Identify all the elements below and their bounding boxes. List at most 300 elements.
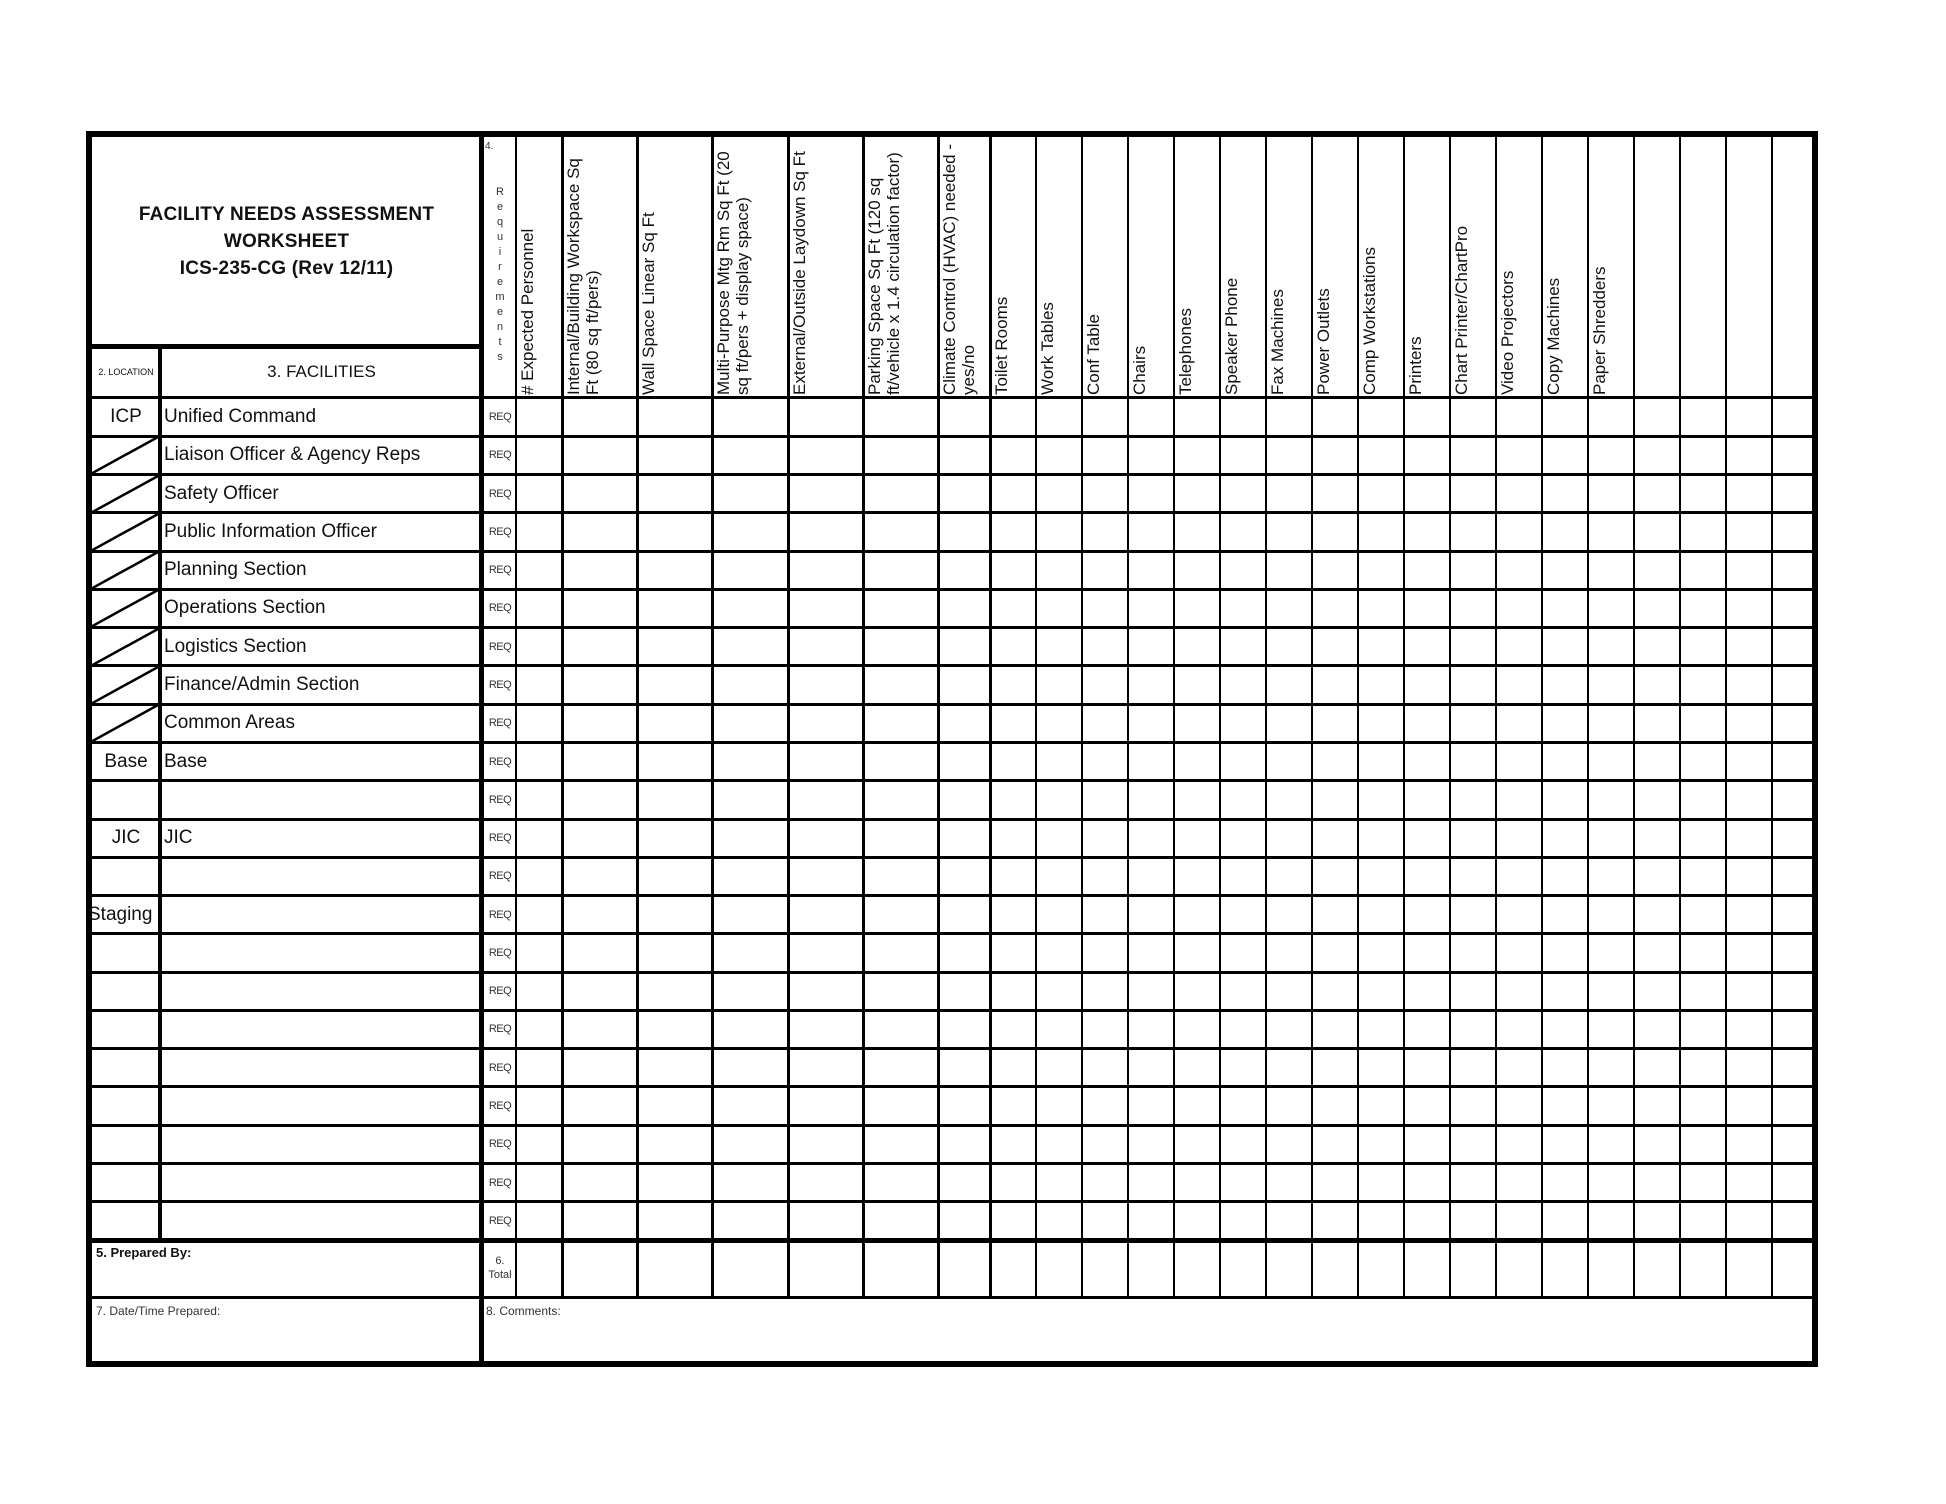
- requirement-input-cell[interactable]: [1405, 783, 1448, 817]
- requirement-input-cell[interactable]: [1773, 1165, 1816, 1199]
- requirement-input-cell[interactable]: [1267, 1204, 1310, 1238]
- requirement-input-cell[interactable]: [638, 668, 710, 702]
- requirement-input-cell[interactable]: [1175, 400, 1218, 434]
- requirement-input-cell[interactable]: [864, 1127, 936, 1161]
- requirement-input-cell[interactable]: [1681, 438, 1724, 472]
- requirement-input-cell[interactable]: [1313, 859, 1356, 893]
- requirement-input-cell[interactable]: [1543, 1204, 1586, 1238]
- requirement-input-cell[interactable]: [1129, 1204, 1172, 1238]
- requirement-input-cell[interactable]: [864, 1012, 936, 1046]
- facility-cell[interactable]: [164, 1010, 480, 1048]
- requirement-input-cell[interactable]: [1313, 898, 1356, 932]
- requirement-input-cell[interactable]: [1221, 1165, 1264, 1199]
- requirement-input-cell[interactable]: [563, 783, 635, 817]
- requirement-input-cell[interactable]: [1451, 706, 1494, 740]
- requirement-input-cell[interactable]: [713, 936, 786, 970]
- requirement-input-cell[interactable]: [1129, 1165, 1172, 1199]
- requirement-input-cell[interactable]: [638, 1204, 710, 1238]
- requirement-input-cell[interactable]: [1727, 438, 1770, 472]
- total-input-cell[interactable]: [1543, 1242, 1586, 1295]
- requirement-input-cell[interactable]: [1313, 477, 1356, 511]
- requirement-input-cell[interactable]: [1037, 1165, 1080, 1199]
- requirement-input-cell[interactable]: [1635, 706, 1678, 740]
- requirement-input-cell[interactable]: [1359, 859, 1402, 893]
- requirement-input-cell[interactable]: [1313, 515, 1356, 549]
- requirement-input-cell[interactable]: [1451, 1127, 1494, 1161]
- requirement-input-cell[interactable]: [1037, 936, 1080, 970]
- requirement-input-cell[interactable]: [991, 898, 1034, 932]
- requirement-input-cell[interactable]: [638, 744, 710, 778]
- requirement-input-cell[interactable]: [1589, 630, 1632, 664]
- requirement-input-cell[interactable]: [1083, 591, 1126, 625]
- requirement-input-cell[interactable]: [1681, 1051, 1724, 1085]
- requirement-input-cell[interactable]: [1451, 744, 1494, 778]
- requirement-input-cell[interactable]: [991, 1051, 1034, 1085]
- requirement-input-cell[interactable]: [1681, 1165, 1724, 1199]
- requirement-input-cell[interactable]: [1681, 553, 1724, 587]
- requirement-input-cell[interactable]: [1773, 477, 1816, 511]
- requirement-input-cell[interactable]: [1543, 515, 1586, 549]
- requirement-input-cell[interactable]: [713, 859, 786, 893]
- requirement-input-cell[interactable]: [638, 706, 710, 740]
- requirement-input-cell[interactable]: [1267, 974, 1310, 1008]
- requirement-input-cell[interactable]: [991, 1089, 1034, 1123]
- requirement-input-cell[interactable]: [1451, 400, 1494, 434]
- location-cell[interactable]: Base: [104, 750, 148, 772]
- requirement-input-cell[interactable]: [991, 1165, 1034, 1199]
- requirement-input-cell[interactable]: [1221, 668, 1264, 702]
- requirement-input-cell[interactable]: [563, 1165, 635, 1199]
- requirement-input-cell[interactable]: [1451, 936, 1494, 970]
- requirement-input-cell[interactable]: [713, 553, 786, 587]
- requirement-input-cell[interactable]: [713, 974, 786, 1008]
- requirement-input-cell[interactable]: [1405, 1012, 1448, 1046]
- requirement-input-cell[interactable]: [939, 859, 988, 893]
- requirement-input-cell[interactable]: [1451, 1089, 1494, 1123]
- requirement-input-cell[interactable]: [1589, 974, 1632, 1008]
- requirement-input-cell[interactable]: [1681, 668, 1724, 702]
- total-input-cell[interactable]: [1405, 1242, 1448, 1295]
- requirement-input-cell[interactable]: [1405, 974, 1448, 1008]
- requirement-input-cell[interactable]: [713, 898, 786, 932]
- requirement-input-cell[interactable]: [1589, 1089, 1632, 1123]
- requirement-input-cell[interactable]: [1037, 821, 1080, 855]
- requirement-input-cell[interactable]: [1543, 1127, 1586, 1161]
- requirement-input-cell[interactable]: [864, 821, 936, 855]
- requirement-input-cell[interactable]: [789, 1127, 861, 1161]
- requirement-input-cell[interactable]: [1727, 477, 1770, 511]
- requirement-input-cell[interactable]: [638, 515, 710, 549]
- requirement-input-cell[interactable]: [1635, 821, 1678, 855]
- requirement-input-cell[interactable]: [517, 400, 560, 434]
- location-cell[interactable]: [92, 1010, 160, 1048]
- requirement-input-cell[interactable]: [1681, 783, 1724, 817]
- requirement-input-cell[interactable]: [1405, 898, 1448, 932]
- requirement-input-cell[interactable]: [1405, 553, 1448, 587]
- requirement-input-cell[interactable]: [789, 898, 861, 932]
- requirement-input-cell[interactable]: [1635, 783, 1678, 817]
- location-cell[interactable]: [92, 1202, 160, 1240]
- requirement-input-cell[interactable]: [1681, 1204, 1724, 1238]
- requirement-input-cell[interactable]: [1589, 1127, 1632, 1161]
- requirement-input-cell[interactable]: [1727, 1204, 1770, 1238]
- requirement-input-cell[interactable]: [1175, 821, 1218, 855]
- total-input-cell[interactable]: [1037, 1242, 1080, 1295]
- requirement-input-cell[interactable]: [1267, 706, 1310, 740]
- requirement-input-cell[interactable]: [1313, 1012, 1356, 1046]
- requirement-input-cell[interactable]: [1727, 1165, 1770, 1199]
- requirement-input-cell[interactable]: [1221, 1127, 1264, 1161]
- requirement-input-cell[interactable]: [864, 783, 936, 817]
- requirement-input-cell[interactable]: [789, 1204, 861, 1238]
- requirement-input-cell[interactable]: [1681, 1127, 1724, 1161]
- requirement-input-cell[interactable]: [1635, 1127, 1678, 1161]
- requirement-input-cell[interactable]: [1589, 668, 1632, 702]
- requirement-input-cell[interactable]: [1497, 783, 1540, 817]
- requirement-input-cell[interactable]: [713, 1051, 786, 1085]
- facility-cell[interactable]: JIC: [164, 827, 193, 849]
- requirement-input-cell[interactable]: [1543, 974, 1586, 1008]
- requirement-input-cell[interactable]: [1221, 477, 1264, 511]
- requirement-input-cell[interactable]: [1589, 898, 1632, 932]
- requirement-input-cell[interactable]: [991, 706, 1034, 740]
- requirement-input-cell[interactable]: [1727, 936, 1770, 970]
- requirement-input-cell[interactable]: [1175, 1089, 1218, 1123]
- requirement-input-cell[interactable]: [864, 859, 936, 893]
- requirement-input-cell[interactable]: [1175, 1012, 1218, 1046]
- requirement-input-cell[interactable]: [1083, 1051, 1126, 1085]
- total-input-cell[interactable]: [1313, 1242, 1356, 1295]
- requirement-input-cell[interactable]: [939, 1051, 988, 1085]
- requirement-input-cell[interactable]: [1497, 668, 1540, 702]
- total-input-cell[interactable]: [1083, 1242, 1126, 1295]
- requirement-input-cell[interactable]: [1083, 706, 1126, 740]
- requirement-input-cell[interactable]: [939, 706, 988, 740]
- requirement-input-cell[interactable]: [517, 783, 560, 817]
- requirement-input-cell[interactable]: [1773, 553, 1816, 587]
- requirement-input-cell[interactable]: [1589, 591, 1632, 625]
- requirement-input-cell[interactable]: [517, 1204, 560, 1238]
- requirement-input-cell[interactable]: [1175, 630, 1218, 664]
- requirement-input-cell[interactable]: [1589, 783, 1632, 817]
- requirement-input-cell[interactable]: [1405, 1165, 1448, 1199]
- requirement-input-cell[interactable]: [1497, 630, 1540, 664]
- requirement-input-cell[interactable]: [1727, 591, 1770, 625]
- requirement-input-cell[interactable]: [1497, 515, 1540, 549]
- requirement-input-cell[interactable]: [638, 859, 710, 893]
- location-cell[interactable]: ICP: [110, 406, 142, 428]
- requirement-input-cell[interactable]: [1451, 1204, 1494, 1238]
- requirement-input-cell[interactable]: [939, 936, 988, 970]
- location-cell[interactable]: [92, 1125, 160, 1163]
- requirement-input-cell[interactable]: [1267, 400, 1310, 434]
- requirement-input-cell[interactable]: [1221, 898, 1264, 932]
- requirement-input-cell[interactable]: [1221, 1051, 1264, 1085]
- requirement-input-cell[interactable]: [1359, 630, 1402, 664]
- total-input-cell[interactable]: [1451, 1242, 1494, 1295]
- requirement-input-cell[interactable]: [517, 1051, 560, 1085]
- requirement-input-cell[interactable]: [939, 783, 988, 817]
- requirement-input-cell[interactable]: [991, 821, 1034, 855]
- requirement-input-cell[interactable]: [1681, 591, 1724, 625]
- facility-cell[interactable]: [164, 1125, 480, 1163]
- requirement-input-cell[interactable]: [1497, 1012, 1540, 1046]
- requirement-input-cell[interactable]: [1129, 591, 1172, 625]
- requirement-input-cell[interactable]: [1359, 821, 1402, 855]
- requirement-input-cell[interactable]: [1175, 553, 1218, 587]
- requirement-input-cell[interactable]: [1589, 438, 1632, 472]
- requirement-input-cell[interactable]: [517, 668, 560, 702]
- requirement-input-cell[interactable]: [1221, 744, 1264, 778]
- requirement-input-cell[interactable]: [1543, 783, 1586, 817]
- requirement-input-cell[interactable]: [1129, 400, 1172, 434]
- requirement-input-cell[interactable]: [1313, 553, 1356, 587]
- total-input-cell[interactable]: [1129, 1242, 1172, 1295]
- requirement-input-cell[interactable]: [1589, 477, 1632, 511]
- requirement-input-cell[interactable]: [789, 553, 861, 587]
- requirement-input-cell[interactable]: [991, 974, 1034, 1008]
- requirement-input-cell[interactable]: [1083, 974, 1126, 1008]
- requirement-input-cell[interactable]: [1727, 630, 1770, 664]
- requirement-input-cell[interactable]: [1175, 438, 1218, 472]
- requirement-input-cell[interactable]: [789, 783, 861, 817]
- requirement-input-cell[interactable]: [1267, 591, 1310, 625]
- total-input-cell[interactable]: [1175, 1242, 1218, 1295]
- requirement-input-cell[interactable]: [864, 1165, 936, 1199]
- requirement-input-cell[interactable]: [1129, 1089, 1172, 1123]
- requirement-input-cell[interactable]: [1221, 859, 1264, 893]
- location-cell[interactable]: Staging: [88, 903, 153, 925]
- requirement-input-cell[interactable]: [1681, 821, 1724, 855]
- requirement-input-cell[interactable]: [563, 1012, 635, 1046]
- requirement-input-cell[interactable]: [638, 553, 710, 587]
- requirement-input-cell[interactable]: [1175, 898, 1218, 932]
- requirement-input-cell[interactable]: [1681, 744, 1724, 778]
- facility-cell[interactable]: [164, 1087, 480, 1125]
- requirement-input-cell[interactable]: [1359, 553, 1402, 587]
- requirement-input-cell[interactable]: [1129, 630, 1172, 664]
- total-input-cell[interactable]: [1727, 1242, 1770, 1295]
- total-input-cell[interactable]: [864, 1242, 936, 1295]
- requirement-input-cell[interactable]: [1589, 821, 1632, 855]
- requirement-input-cell[interactable]: [1267, 553, 1310, 587]
- requirement-input-cell[interactable]: [713, 1204, 786, 1238]
- requirement-input-cell[interactable]: [991, 438, 1034, 472]
- requirement-input-cell[interactable]: [1037, 1051, 1080, 1085]
- requirement-input-cell[interactable]: [517, 706, 560, 740]
- requirement-input-cell[interactable]: [1037, 706, 1080, 740]
- requirement-input-cell[interactable]: [1175, 1127, 1218, 1161]
- requirement-input-cell[interactable]: [1681, 706, 1724, 740]
- requirement-input-cell[interactable]: [864, 1204, 936, 1238]
- requirement-input-cell[interactable]: [939, 515, 988, 549]
- requirement-input-cell[interactable]: [1543, 936, 1586, 970]
- requirement-input-cell[interactable]: [1405, 668, 1448, 702]
- requirement-input-cell[interactable]: [517, 898, 560, 932]
- requirement-input-cell[interactable]: [789, 706, 861, 740]
- requirement-input-cell[interactable]: [1727, 1089, 1770, 1123]
- requirement-input-cell[interactable]: [1405, 477, 1448, 511]
- requirement-input-cell[interactable]: [517, 1165, 560, 1199]
- facility-cell[interactable]: [164, 1049, 480, 1087]
- location-cell[interactable]: [92, 972, 160, 1010]
- requirement-input-cell[interactable]: [1635, 974, 1678, 1008]
- requirement-input-cell[interactable]: [1359, 1051, 1402, 1085]
- requirement-input-cell[interactable]: [1083, 515, 1126, 549]
- requirement-input-cell[interactable]: [864, 515, 936, 549]
- requirement-input-cell[interactable]: [1405, 706, 1448, 740]
- requirement-input-cell[interactable]: [1083, 859, 1126, 893]
- requirement-input-cell[interactable]: [1037, 1204, 1080, 1238]
- requirement-input-cell[interactable]: [1773, 400, 1816, 434]
- requirement-input-cell[interactable]: [713, 706, 786, 740]
- requirement-input-cell[interactable]: [563, 668, 635, 702]
- requirement-input-cell[interactable]: [1129, 1127, 1172, 1161]
- requirement-input-cell[interactable]: [789, 1051, 861, 1085]
- requirement-input-cell[interactable]: [638, 1127, 710, 1161]
- requirement-input-cell[interactable]: [1175, 515, 1218, 549]
- requirement-input-cell[interactable]: [1083, 898, 1126, 932]
- requirement-input-cell[interactable]: [1727, 400, 1770, 434]
- requirement-input-cell[interactable]: [1543, 438, 1586, 472]
- requirement-input-cell[interactable]: [1359, 1012, 1402, 1046]
- requirement-input-cell[interactable]: [1451, 974, 1494, 1008]
- requirement-input-cell[interactable]: [1727, 821, 1770, 855]
- requirement-input-cell[interactable]: [1543, 400, 1586, 434]
- total-input-cell[interactable]: [1773, 1242, 1816, 1295]
- requirement-input-cell[interactable]: [1681, 515, 1724, 549]
- requirement-input-cell[interactable]: [1589, 706, 1632, 740]
- requirement-input-cell[interactable]: [1267, 898, 1310, 932]
- requirement-input-cell[interactable]: [1221, 515, 1264, 549]
- requirement-input-cell[interactable]: [864, 630, 936, 664]
- requirement-input-cell[interactable]: [1635, 591, 1678, 625]
- requirement-input-cell[interactable]: [1267, 668, 1310, 702]
- requirement-input-cell[interactable]: [991, 1204, 1034, 1238]
- requirement-input-cell[interactable]: [1175, 477, 1218, 511]
- requirement-input-cell[interactable]: [1175, 1165, 1218, 1199]
- requirement-input-cell[interactable]: [1129, 859, 1172, 893]
- requirement-input-cell[interactable]: [563, 515, 635, 549]
- requirement-input-cell[interactable]: [1267, 1127, 1310, 1161]
- total-input-cell[interactable]: [517, 1242, 560, 1295]
- requirement-input-cell[interactable]: [1773, 744, 1816, 778]
- requirement-input-cell[interactable]: [1083, 936, 1126, 970]
- requirement-input-cell[interactable]: [1451, 821, 1494, 855]
- requirement-input-cell[interactable]: [563, 744, 635, 778]
- requirement-input-cell[interactable]: [1359, 1089, 1402, 1123]
- requirement-input-cell[interactable]: [1129, 706, 1172, 740]
- requirement-input-cell[interactable]: [1405, 859, 1448, 893]
- requirement-input-cell[interactable]: [1727, 1012, 1770, 1046]
- requirement-input-cell[interactable]: [1773, 438, 1816, 472]
- requirement-input-cell[interactable]: [713, 821, 786, 855]
- requirement-input-cell[interactable]: [1129, 553, 1172, 587]
- requirement-input-cell[interactable]: [1313, 668, 1356, 702]
- requirement-input-cell[interactable]: [1497, 1204, 1540, 1238]
- requirement-input-cell[interactable]: [517, 859, 560, 893]
- requirement-input-cell[interactable]: [1497, 859, 1540, 893]
- requirement-input-cell[interactable]: [1773, 668, 1816, 702]
- requirement-input-cell[interactable]: [1175, 1204, 1218, 1238]
- requirement-input-cell[interactable]: [1313, 591, 1356, 625]
- requirement-input-cell[interactable]: [939, 821, 988, 855]
- requirement-input-cell[interactable]: [1129, 974, 1172, 1008]
- requirement-input-cell[interactable]: [1543, 821, 1586, 855]
- requirement-input-cell[interactable]: [517, 553, 560, 587]
- requirement-input-cell[interactable]: [991, 630, 1034, 664]
- requirement-input-cell[interactable]: [1267, 783, 1310, 817]
- requirement-input-cell[interactable]: [638, 438, 710, 472]
- requirement-input-cell[interactable]: [1359, 1204, 1402, 1238]
- requirement-input-cell[interactable]: [1129, 515, 1172, 549]
- requirement-input-cell[interactable]: [864, 898, 936, 932]
- requirement-input-cell[interactable]: [517, 438, 560, 472]
- requirement-input-cell[interactable]: [1543, 744, 1586, 778]
- requirement-input-cell[interactable]: [864, 553, 936, 587]
- requirement-input-cell[interactable]: [939, 591, 988, 625]
- requirement-input-cell[interactable]: [638, 898, 710, 932]
- requirement-input-cell[interactable]: [1727, 744, 1770, 778]
- requirement-input-cell[interactable]: [1497, 438, 1540, 472]
- requirement-input-cell[interactable]: [939, 744, 988, 778]
- requirement-input-cell[interactable]: [1635, 1204, 1678, 1238]
- requirement-input-cell[interactable]: [1313, 1089, 1356, 1123]
- requirement-input-cell[interactable]: [517, 1012, 560, 1046]
- requirement-input-cell[interactable]: [1083, 400, 1126, 434]
- requirement-input-cell[interactable]: [1543, 1051, 1586, 1085]
- requirement-input-cell[interactable]: [1727, 515, 1770, 549]
- requirement-input-cell[interactable]: [991, 859, 1034, 893]
- requirement-input-cell[interactable]: [1267, 515, 1310, 549]
- requirement-input-cell[interactable]: [563, 438, 635, 472]
- requirement-input-cell[interactable]: [789, 1089, 861, 1123]
- requirement-input-cell[interactable]: [1589, 400, 1632, 434]
- requirement-input-cell[interactable]: [1405, 1089, 1448, 1123]
- total-input-cell[interactable]: [1221, 1242, 1264, 1295]
- facility-cell[interactable]: Finance/Admin Section: [164, 674, 360, 696]
- requirement-input-cell[interactable]: [713, 744, 786, 778]
- location-cell[interactable]: [92, 934, 160, 972]
- total-input-cell[interactable]: [563, 1242, 635, 1295]
- requirement-input-cell[interactable]: [1451, 553, 1494, 587]
- requirement-input-cell[interactable]: [1267, 438, 1310, 472]
- requirement-input-cell[interactable]: [1635, 1012, 1678, 1046]
- location-cell[interactable]: [92, 781, 160, 819]
- requirement-input-cell[interactable]: [1221, 821, 1264, 855]
- requirement-input-cell[interactable]: [1451, 1165, 1494, 1199]
- requirement-input-cell[interactable]: [1359, 744, 1402, 778]
- requirement-input-cell[interactable]: [1773, 1012, 1816, 1046]
- requirement-input-cell[interactable]: [1221, 438, 1264, 472]
- requirement-input-cell[interactable]: [638, 821, 710, 855]
- requirement-input-cell[interactable]: [1405, 438, 1448, 472]
- requirement-input-cell[interactable]: [1359, 783, 1402, 817]
- requirement-input-cell[interactable]: [1589, 1165, 1632, 1199]
- requirement-input-cell[interactable]: [1083, 477, 1126, 511]
- requirement-input-cell[interactable]: [1267, 1012, 1310, 1046]
- location-cell[interactable]: [92, 857, 160, 895]
- requirement-input-cell[interactable]: [1497, 1089, 1540, 1123]
- requirement-input-cell[interactable]: [638, 630, 710, 664]
- requirement-input-cell[interactable]: [1267, 1089, 1310, 1123]
- location-cell[interactable]: [92, 1049, 160, 1087]
- requirement-input-cell[interactable]: [1635, 515, 1678, 549]
- requirement-input-cell[interactable]: [1037, 591, 1080, 625]
- requirement-input-cell[interactable]: [638, 1051, 710, 1085]
- facility-cell[interactable]: Logistics Section: [164, 635, 307, 657]
- facility-cell[interactable]: Base: [164, 750, 208, 772]
